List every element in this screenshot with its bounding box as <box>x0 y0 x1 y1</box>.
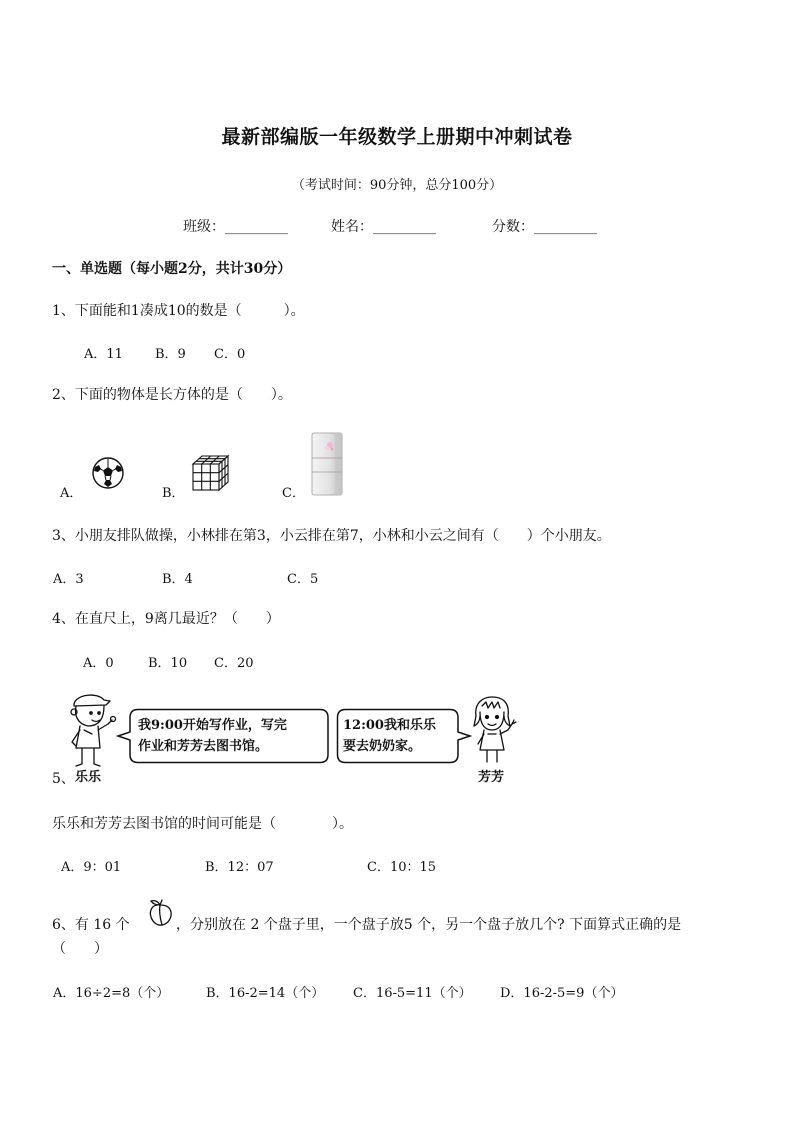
girl-fangfang-illustration <box>468 696 520 766</box>
q4-option-c: C．20 <box>214 656 254 671</box>
lele-speech-line-1: 我9:00开始写作业，写完 <box>138 718 287 733</box>
fangfang-speech-line-2: 要去奶奶家。 <box>343 739 422 754</box>
soccer-ball-icon <box>92 457 124 489</box>
q6-option-c: C．16-5=11（个） <box>353 986 472 1001</box>
q2-option-a: A． <box>60 486 83 501</box>
q3-option-c: C．5 <box>287 572 319 587</box>
q2-option-b: B． <box>162 486 185 501</box>
question-1-text: 1、下面能和1凑成10的数是（ ）。 <box>52 303 305 319</box>
q2-option-c: C． <box>282 486 305 501</box>
exam-subtitle: （考试时间：90分钟，总分100分） <box>291 178 503 193</box>
class-field: 班级：_________ <box>183 219 288 235</box>
q5-option-b: B．12：07 <box>205 860 274 875</box>
question-5-number: 5、 <box>52 771 75 787</box>
question-3-text: 3、小朋友排队做操，小林排在第3，小云排在第7，小林和小云之间有（ ）个小朋友。 <box>52 528 611 544</box>
q5-option-c: C．10：15 <box>367 860 437 875</box>
score-field: 分数：_________ <box>492 219 597 235</box>
question-6-answer-blank: （ ） <box>52 941 108 957</box>
refrigerator-icon <box>310 432 344 496</box>
q4-option-a: A．0 <box>83 656 114 671</box>
q6-option-a: A．16÷2=8（个） <box>53 986 170 1001</box>
fangfang-speech-line-1: 12:00我和乐乐 <box>343 718 436 733</box>
q6-option-d: D．16-2-5=9（个） <box>500 986 624 1001</box>
lele-name-label: 乐乐 <box>75 770 102 785</box>
name-field: 姓名：_________ <box>331 219 436 235</box>
q5-option-a: A．9：01 <box>61 860 122 875</box>
question-4-text: 4、在直尺上，9离几最近？（ ） <box>52 611 280 627</box>
q3-option-b: B．4 <box>162 572 193 587</box>
q1-option-b: B．9 <box>155 347 186 362</box>
question-5-text: 乐乐和芳芳去图书馆的时间可能是（ ）。 <box>52 816 353 832</box>
peach-icon <box>146 898 174 928</box>
cube-grid-icon <box>192 455 230 491</box>
q6-option-b: B．16-2=14（个） <box>206 986 325 1001</box>
q1-option-a: A．11 <box>84 347 123 362</box>
q3-option-a: A．3 <box>53 572 84 587</box>
q4-option-b: B．10 <box>148 656 188 671</box>
q1-option-c: C．0 <box>214 347 246 362</box>
question-2-text: 2、下面的物体是长方体的是（ ）。 <box>52 387 292 403</box>
boy-lele-illustration <box>62 690 122 768</box>
page-title: 最新部编版一年级数学上册期中冲刺试卷 <box>221 126 573 148</box>
fangfang-name-label: 芳芳 <box>478 770 505 785</box>
question-6-text-rest: ，分别放在 2 个盘子里，一个盘子放5 个，另一个盘子放几个? 下面算式正确的是 <box>176 917 682 933</box>
lele-speech-line-2: 作业和芳芳去图书馆。 <box>138 739 269 754</box>
section-title: 一、单选题（每小题2分，共计30分） <box>52 261 292 277</box>
question-6-text-start: 6、有 16 个 <box>52 917 130 933</box>
